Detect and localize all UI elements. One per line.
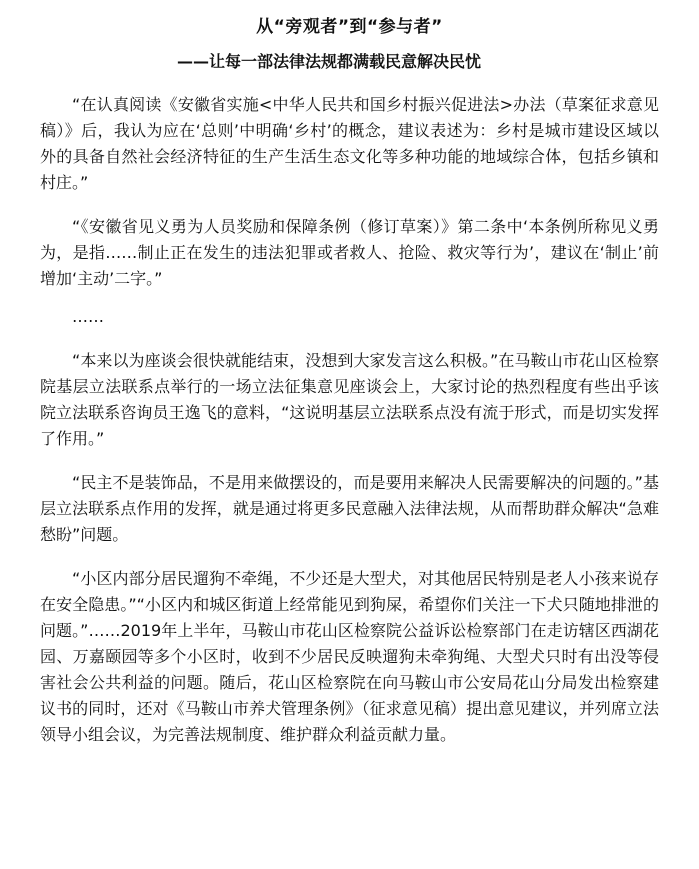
article-title: 从“旁观者”到“参与者”: [256, 17, 443, 37]
paragraph-2: “《安徽省见义勇为人员奖励和保障条例（修订草案）》第二条中‘本条例所称见义勇为，是指……制止正在发生的违法犯罪或者救人、抢险、救灾等行为’，建议在‘制止’前增加‘主动’二字。”: [40, 217, 659, 288]
paragraph-5: “小区内部分居民遛狗不牵绳，不少还是大型犬，对其他居民特别是老人小孩来说存在安全隐患。”“小区内和城区街道上经常能见到狗屎，希望你们关注一下犬只随地排泄的问题。”……2019年上半年，马鞍山市花山区检察院公益诉讼检察部门在走访辖区西湖花园、万嘉颐园等多个小区时，收到不少居民反映遛狗未牵狗绳、大型犬只时有出没等侵害社会公共利益的问题。随后，花山区检察院在向马鞍山市公安局花山分局发出检察建议书的同时，还对《马鞍山市养犬管理条例》（征求意见稿）提出意见建议，并列席立法领导小组会议，为完善法规制度、维护群众利益贡献力量。: [40, 569, 659, 744]
paragraph-ellipsis: ……: [72, 307, 104, 326]
paragraph-3: “本来以为座谈会很快就能结束，没想到大家发言这么积极。”在马鞍山市花山区检察院基层立法联系点举行的一场立法征集意见座谈会上，大家讨论的热烈程度有些出乎该院立法联系咨询员王逸飞的意料，“这说明基层立法联系点没有流于形式，而是切实发挥了作用。”: [40, 351, 659, 448]
paragraph-1: “在认真阅读《安徽省实施<中华人民共和国乡村振兴促进法>办法（草案征求意见稿）》后，我认为应在‘总则’中明确‘乡村’的概念，建议表述为：乡村是城市建设区域以外的具备自然社会经济特征的生产生活生态文化等多种功能的地域综合体，包括乡镇和村庄。”: [40, 95, 659, 192]
paragraph-4: “民主不是装饰品，不是用来做摆设的，而是要用来解决人民需要解决的问题的。”基层立法联系点作用的发挥，就是通过将更多民意融入法律法规，从而帮助群众解决“急难愁盼”问题。: [40, 473, 659, 544]
article-subtitle: ——让每一部法律法规都满载民意解决民忧: [176, 52, 481, 71]
